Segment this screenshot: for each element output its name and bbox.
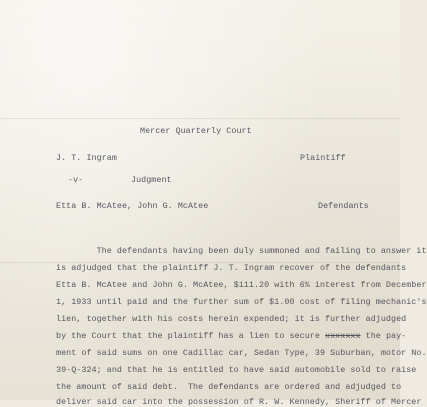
body-line: is adjudged that the plaintiff J. T. Ingram recover of the defendants [56, 263, 407, 273]
defendants-names: Etta B. McAtee, John G. McAtee [56, 201, 209, 211]
plaintiff-label: Plaintiff [300, 153, 346, 163]
body-line [56, 331, 406, 341]
plaintiff-name: J. T. Ingram [56, 153, 117, 163]
body-line-text: the pay- [360, 331, 407, 341]
body-line: 1, 1933 until paid and the further sum of $1.00 cost of filing mechanic's [56, 297, 427, 307]
body-line-text: by the Court that the plaintiff has a lien to secure [56, 331, 320, 341]
struck-out-text: xxxxxxx [325, 331, 361, 341]
body-line: Etta B. McAtee and John G. McAtee, $111.20 with 6% interest from December [56, 280, 427, 290]
body-line: The defendants having been duly summoned and failing to answer it [56, 246, 427, 256]
body-line: the amount of said debt. The defendants are ordered and adjudged to [56, 382, 402, 392]
body-line: lien, together with his costs herein expended; it is further adjudged [56, 314, 407, 324]
body-line: deliver said car into the possession of R. W. Kennedy, Sheriff of Mercer [56, 397, 422, 407]
defendants-label: Defendants [318, 201, 369, 211]
judgment-label: Judgment [131, 175, 172, 185]
versus-marker: -v- [68, 175, 84, 185]
body-line: ment of said sums on one Cadillac car, Sedan Type, 39 Suburban, motor No. [56, 348, 427, 358]
body-line: 39-Q-324; and that he is entitled to have said automobile sold to raise [56, 365, 417, 375]
court-heading: Mercer Quarterly Court [140, 126, 252, 136]
paper-crease [0, 118, 400, 119]
